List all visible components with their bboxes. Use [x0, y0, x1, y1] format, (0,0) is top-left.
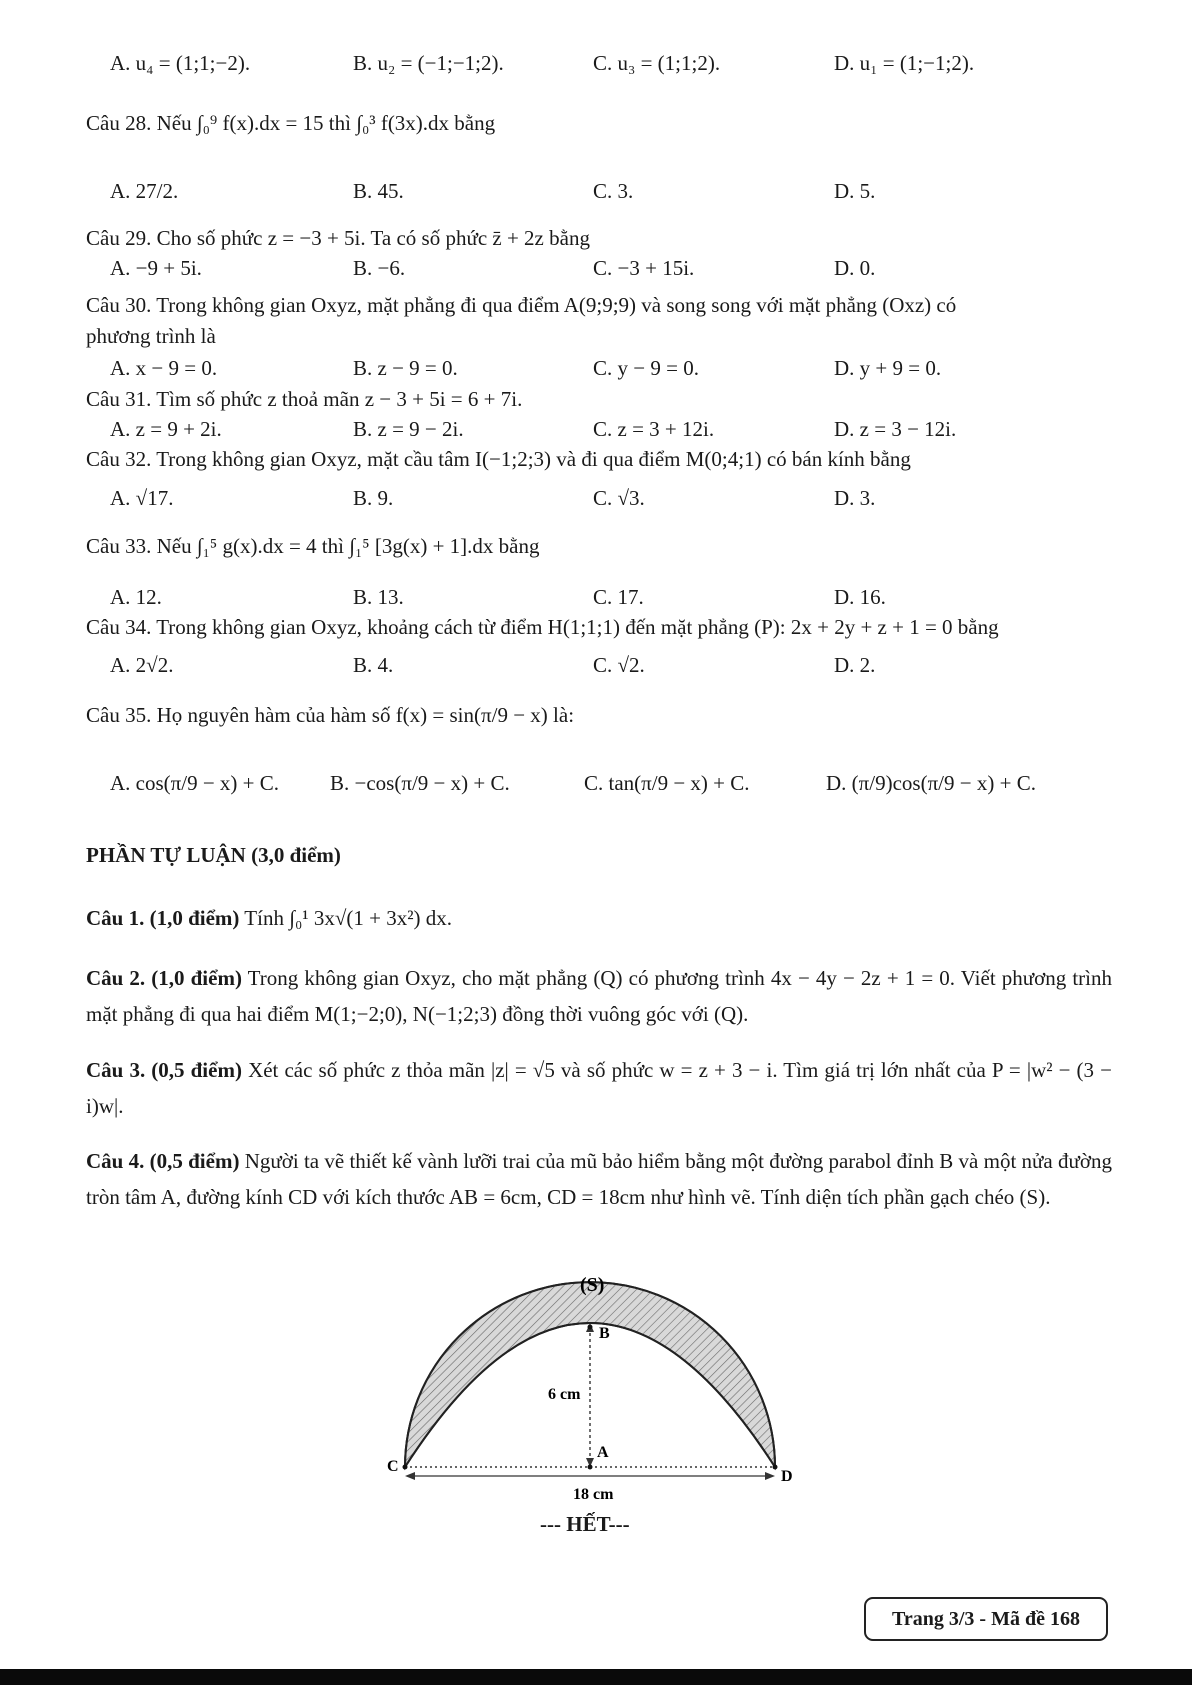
essay-question-1 [86, 900, 1112, 936]
q30-option-d: D. y + 9 = 0. [834, 356, 942, 380]
q34-stem: Câu 34. Trong không gian Oxyz, khoảng cách từ điểm H(1;1;1) đến mặt phẳng (P): 2x + 2y + z + 1 = 0 bằng [86, 615, 999, 639]
q34-option-c: C. √2. [593, 653, 645, 677]
q34-option-b: B. 4. [353, 653, 394, 677]
q28-option-c: C. 3. [593, 179, 634, 203]
q27-option-b: B. u₂ = (−1;−1;2). [353, 51, 504, 75]
shaded-region-s [405, 1282, 775, 1467]
q30-option-c: C. y − 9 = 0. [593, 356, 699, 380]
q30-option-b: B. z − 9 = 0. [353, 356, 458, 380]
scan-bottom-edge [0, 1669, 1192, 1685]
q30-option-a: A. x − 9 = 0. [110, 356, 218, 380]
q32-option-a: A. √17. [110, 486, 174, 510]
essay-question-2 [86, 960, 1112, 1032]
q31-option-b: B. z = 9 − 2i. [353, 417, 464, 441]
essay-1-label: Câu 1. (1,0 điểm) [86, 906, 240, 930]
point-a-label: A [597, 1444, 609, 1461]
q35-option-c: C. tan(π/9 − x) + C. [584, 771, 750, 795]
q33-option-b: B. 13. [353, 585, 404, 609]
q27-option-a: A. u₄ = (1;1;−2). [110, 51, 251, 75]
q33-option-a: A. 12. [110, 585, 162, 609]
q34-option-a: A. 2√2. [110, 653, 174, 677]
point-b-label: B [599, 1325, 610, 1342]
q28-option-a: A. 27/2. [110, 179, 179, 203]
q31-option-d: D. z = 3 − 12i. [834, 417, 957, 441]
essay-4-label: Câu 4. (0,5 điểm) [86, 1149, 240, 1173]
point-d-label: D [781, 1468, 793, 1485]
helmet-visor-figure [385, 1235, 825, 1535]
q29-option-d: D. 0. [834, 256, 876, 280]
q27-option-c: C. u₃ = (1;1;2). [593, 51, 721, 75]
page-footer-box [864, 1597, 1108, 1641]
q30-stem-continued: phương trình là [86, 324, 216, 348]
essay-3-text: Xét các số phức z thỏa mãn |z| = √5 và số phức w = z + 3 − i. Tìm giá trị lớn nhất của P = |w² − (3 − i)w|. [86, 1058, 1112, 1118]
q35-option-d: D. (π/9)cos(π/9 − x) + C. [826, 771, 1036, 795]
end-marker: --- HẾT--- [540, 1512, 630, 1536]
page-footer-text: Trang 3/3 - Mã đề 168 [892, 1607, 1080, 1630]
q34-option-d: D. 2. [834, 653, 876, 677]
essay-3-label: Câu 3. (0,5 điểm) [86, 1058, 242, 1082]
q29-option-b: B. −6. [353, 256, 406, 280]
q32-stem: Câu 32. Trong không gian Oxyz, mặt cầu tâm I(−1;2;3) và đi qua điểm M(0;4;1) có bán kính bằng [86, 447, 911, 471]
height-label: 6 cm [548, 1386, 581, 1403]
q29-option-c: C. −3 + 15i. [593, 256, 695, 280]
q28-option-d: D. 5. [834, 179, 876, 203]
q29-stem: Câu 29. Cho số phức z = −3 + 5i. Ta có số phức z̄ + 2z bằng [86, 226, 590, 250]
q29-option-a: A. −9 + 5i. [110, 256, 202, 280]
point-c-label: C [387, 1458, 399, 1475]
q33-stem: Câu 33. Nếu ∫₁⁵ g(x).dx = 4 thì ∫₁⁵ [3g(x) + 1].dx bằng [86, 534, 540, 558]
essay-4-text: Người ta vẽ thiết kế vành lưỡi trai của mũ bảo hiểm bằng một đường parabol đỉnh B và một nửa đường tròn tâm A, đường kính CD với kích thước AB = 6cm, CD = 18cm như hình vẽ. Tính diện tích phần gạch chéo (S). [86, 1149, 1112, 1209]
q35-option-a: A. cos(π/9 − x) + C. [110, 771, 280, 795]
essay-2-text: Trong không gian Oxyz, cho mặt phẳng (Q) có phương trình 4x − 4y − 2z + 1 = 0. Viết phương trình mặt phẳng đi qua hai điểm M(1;−2;0), N(−1;2;3) đồng thời vuông góc với (Q). [86, 966, 1112, 1026]
q35-stem: Câu 35. Họ nguyên hàm của hàm số f(x) = sin(π/9 − x) là: [86, 703, 575, 727]
essay-2-label: Câu 2. (1,0 điểm) [86, 966, 242, 990]
essay-section-title: PHẦN TỰ LUẬN (3,0 điểm) [86, 843, 341, 867]
q32-option-d: D. 3. [834, 486, 876, 510]
q32-option-b: B. 9. [353, 486, 394, 510]
q32-option-c: C. √3. [593, 486, 645, 510]
q33-option-c: C. 17. [593, 585, 644, 609]
q35-option-b: B. −cos(π/9 − x) + C. [330, 771, 510, 795]
essay-question-3 [86, 1052, 1112, 1124]
q33-option-d: D. 16. [834, 585, 886, 609]
q30-stem: Câu 30. Trong không gian Oxyz, mặt phẳng đi qua điểm A(9;9;9) và song song với mặt phẳng (Oxz) có [86, 293, 957, 317]
width-label: 18 cm [573, 1486, 614, 1503]
region-s-label: (S) [580, 1274, 605, 1296]
q28-option-b: B. 45. [353, 179, 404, 203]
essay-1-text: Tính ∫₀¹ 3x√(1 + 3x²) dx. [244, 906, 452, 930]
q31-option-c: C. z = 3 + 12i. [593, 417, 715, 441]
q28-stem: Câu 28. Nếu ∫₀⁹ f(x).dx = 15 thì ∫₀³ f(3x).dx bằng [86, 111, 496, 135]
q31-option-a: A. z = 9 + 2i. [110, 417, 222, 441]
q27-option-d: D. u₁ = (1;−1;2). [834, 51, 975, 75]
essay-question-4 [86, 1143, 1112, 1215]
q31-stem: Câu 31. Tìm số phức z thoả mãn z − 3 + 5i = 6 + 7i. [86, 387, 523, 411]
